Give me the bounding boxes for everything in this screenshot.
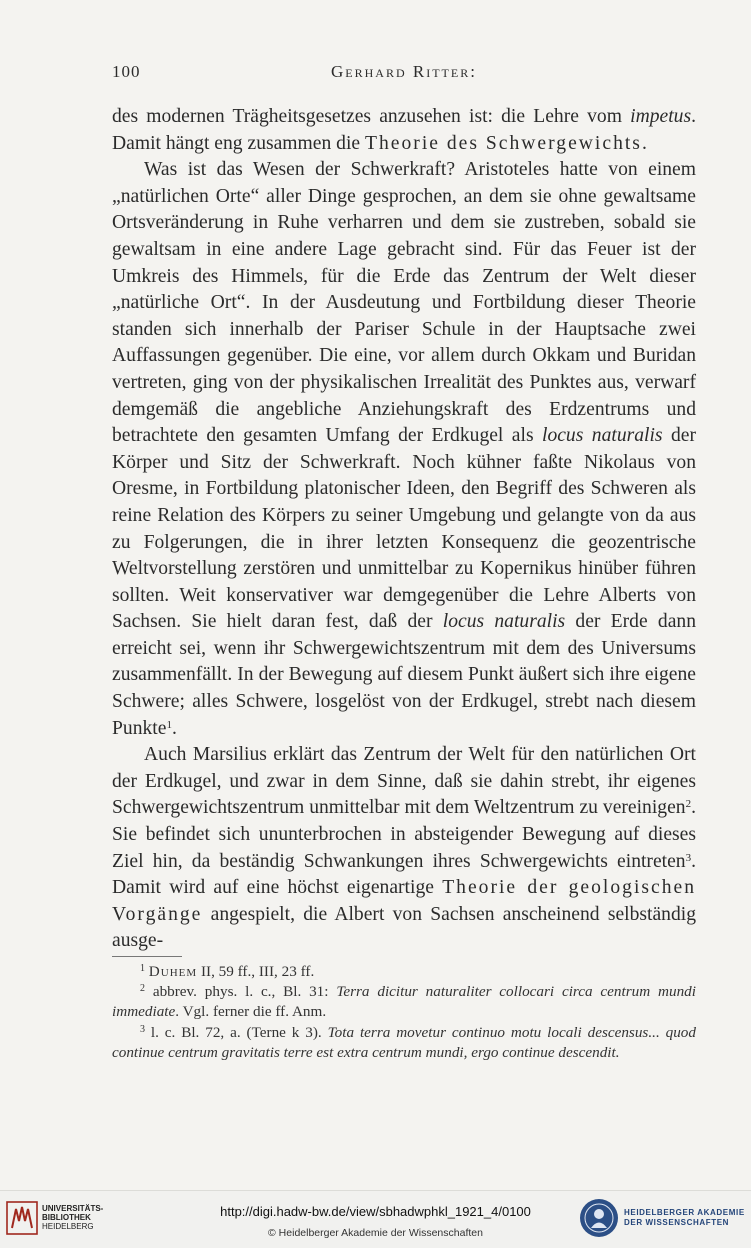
text-run: . Vgl. ferner die ff. Anm.	[175, 1003, 327, 1021]
text-run: . Damit hängt eng zusammen die	[112, 106, 696, 154]
text-run: .	[641, 132, 647, 154]
running-head-author: Gerhard Ritter:	[331, 62, 477, 81]
library-line: UNIVERSITÄTS-	[42, 1204, 104, 1213]
academy-line: DER WISSENSCHAFTEN	[624, 1218, 730, 1227]
library-line: BIBLIOTHEK	[42, 1213, 91, 1222]
text-run: angespielt, die Albert von Sachsen anscheinend selbständig ausge-	[112, 903, 696, 952]
paragraph-3	[112, 742, 696, 955]
italic-term-impetus: impetus	[630, 106, 692, 127]
footnote-number: 2	[140, 983, 145, 995]
italic-term-locus-naturalis: locus naturalis	[542, 425, 663, 447]
latin-quote: Terra dicitur naturaliter collocari circa centrum mundi immediate	[112, 983, 696, 1021]
footnote-2	[112, 982, 696, 1022]
copyright-notice: © Heidelberger Akademie der Wissenschaften	[268, 1227, 483, 1239]
footnote-ref[interactable]: 2	[685, 798, 692, 811]
footnote-number: 1	[140, 963, 145, 974]
text-run: des modernen Trägheitsgesetzes anzusehen ist: die Lehre vom	[112, 106, 631, 127]
viewer-footer	[0, 1190, 751, 1248]
text-run: . Sie befindet sich ununterbrochen in absteigender Bewegung auf dieses Ziel hin, da beständig Schwankungen ihres Schwergewichts eintreten	[112, 797, 696, 872]
footnote-1	[112, 962, 696, 982]
spaced-term: Theorie des Schwergewichts	[365, 132, 642, 154]
paragraph-2	[112, 157, 696, 742]
paragraph-1	[112, 104, 696, 157]
text-run: Auch Marsilius erklärt das Zentrum der Welt für den natürlichen Ort der Erdkugel, und zwar in dem Sinne, daß sie dahin strebt, ihr eigenes Schwergewichtszentrum unmittelbar mit dem Weltzentrum zu vereinigen	[112, 744, 696, 819]
library-line: HEIDELBERG	[42, 1222, 94, 1231]
academy-seal-icon[interactable]	[580, 1199, 618, 1237]
text-run: l. c. Bl. 72, a. (Terne k 3).	[145, 1023, 328, 1041]
text-run: II, 59 ff., III, 23 ff.	[197, 963, 315, 980]
spaced-term: Theorie der geologischen Vorgänge	[112, 877, 696, 925]
text-run: abbrev. phys. l. c., Bl. 31:	[145, 983, 337, 1001]
body-text	[112, 104, 696, 955]
footnote-number: 3	[140, 1023, 145, 1035]
latin-quote: Tota terra movetur continuo motu locali descensus... quod continue centrum gravitatis terre est extra centrum mundi, ergo continue descendit.	[112, 1023, 696, 1061]
academy-line: HEIDELBERGER AKADEMIE	[624, 1208, 745, 1217]
text-run: .	[171, 717, 177, 739]
footnote-ref[interactable]: 1	[166, 718, 172, 731]
footnote-ref[interactable]: 3	[685, 851, 692, 864]
permalink-url[interactable]: http://digi.hadw-bw.de/view/sbhadwphkl_1921_4/0100	[220, 1204, 531, 1219]
text-run: der Körper und Sitz der Schwerkraft. Noch kühner faßte Nikolaus von Oresme, in Fortbildung platonischer Ideen, den Begriff des Schweren als reine Relation des Körpers zu seiner Umgebung und gelangte von da aus zu Folgerungen, die in ihrer letzten Konsequenz die geozentrische Weltvorstellung zerstören und unmittelbar zu Kopernikus hinüber führen sollten. Weit konservativer war demgegenüber die Lehre Alberts von Sachsen. Sie hielt daran fest, daß der	[112, 425, 697, 633]
text-run: Was ist das Wesen der Schwerkraft? Aristoteles hatte von einem „natürlichen Orte“ aller Dinge gesprochen, an dem sie ohne gewaltsame Ortsveränderung in Ruhe verharren und dem sie zustreben, sobald sie gewaltsam in eine andere Lage gebracht sind. Für das Feuer ist der Umkreis des Himmels, für die Erde das Zentrum der Welt dieser „natürliche Ort“. In der Ausdeutung und Fortbildung dieser Theorie standen sich innerhalb der Pariser Schule in der Hauptsache zwei Auffassungen gegenüber. Die eine, vor allem durch Okkam und Buridan vertreten, ging von der physikalischen Irrealität des Punktes aus, verwarf demgemäß die angebliche Anziehungskraft des Erdzentrums und betrachtete den gesamten Umfang der Erdkugel als	[112, 159, 696, 447]
text-run: . Damit wird auf eine höchst eigenartige	[112, 850, 696, 899]
page-number: 100	[112, 62, 141, 81]
italic-term-locus-naturalis: locus naturalis	[442, 611, 566, 633]
footnote-3	[112, 1023, 696, 1063]
footnote-divider	[112, 956, 182, 957]
text-run: der Erde dann erreicht sei, wenn ihr Schwergewichtszentrum mit dem des Universums zusammenfällt. In der Bewegung auf diesem Punkt äußert sich ihre eigene Schwere; alles Schwere, losgelöst von der Erdkugel, strebt nach diesem Punkte	[112, 611, 697, 739]
running-head	[112, 62, 696, 86]
footnotes	[112, 962, 696, 1063]
academy-name	[624, 1208, 745, 1228]
footnote-author: Duhem	[148, 963, 198, 980]
